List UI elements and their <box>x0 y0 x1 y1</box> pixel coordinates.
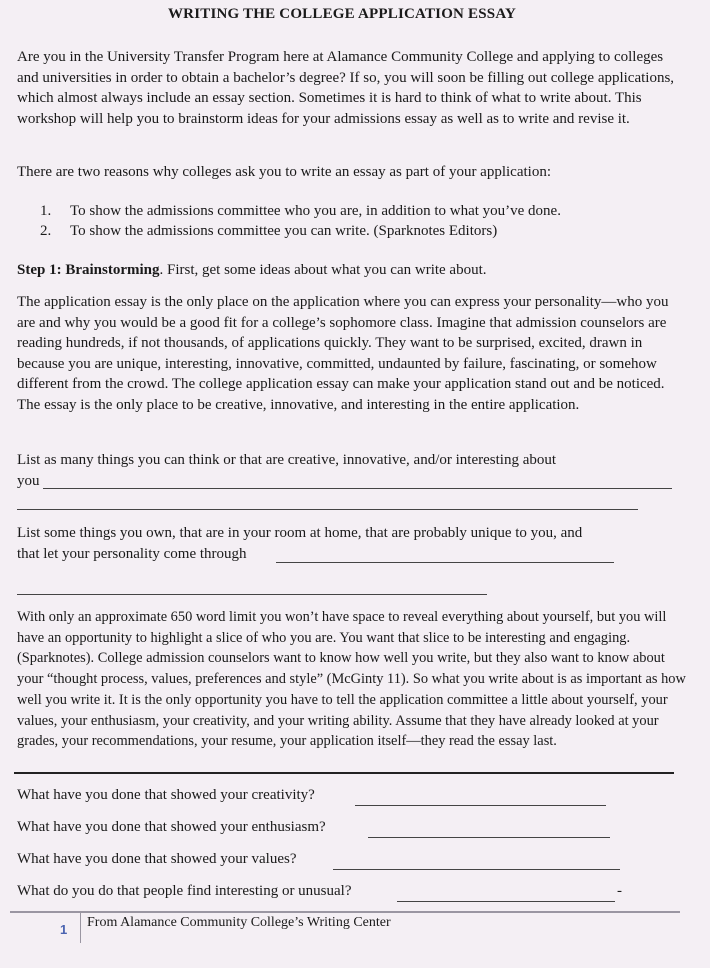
application-paragraph: The application essay is the only place on the application where you can express your personality—who you are and why you would be a good fit for a college’s sophomore class. Imagine that admission counselors are reading hundreds, if not thousands, of applications quickly. They want to be surprised, excited, drawn in because you are unique, interesting, innovative, committed, undaunted by failure, fascinating, or somehow different from the crowd. The college application essay can make your application stand out and be noticed. The essay is the only place to be creative, innovative, and interesting in the entire application. <box>17 294 669 413</box>
question-suffix: - <box>617 883 622 899</box>
question-enthusiasm: What have you done that showed your enthusiasm? <box>17 819 326 835</box>
answer-line[interactable] <box>17 594 487 595</box>
prompt-unique-items-2: that let your personality come through <box>17 546 247 562</box>
page-title: WRITING THE COLLEGE APPLICATION ESSAY <box>167 6 517 22</box>
question-creativity: What have you done that showed your creativity? <box>17 787 315 803</box>
list-number: 2. <box>40 222 52 239</box>
answer-line[interactable] <box>43 488 672 489</box>
footer-divider <box>10 911 680 913</box>
answer-line[interactable] <box>17 509 638 510</box>
list-text: To show the admissions committee you can write. (Sparknotes Editors) <box>70 222 498 239</box>
question-values: What have you done that showed your values? <box>17 851 297 867</box>
question-interesting: What do you do that people find interesting or unusual? <box>17 883 352 899</box>
prompt-unique-items-1: List some things you own, that are in your room at home, that are probably unique to you, and <box>17 525 583 541</box>
reasons-lead: There are two reasons why colleges ask you to write an essay as part of your application: <box>17 164 551 180</box>
step1-label: Step 1: Brainstorming <box>17 262 160 278</box>
prompt-you-text: you <box>17 473 40 489</box>
answer-line[interactable] <box>333 869 620 870</box>
page-number: 1 <box>60 922 68 937</box>
answer-line[interactable] <box>368 837 610 838</box>
prompt-creative-list: List as many things you can think or that are creative, innovative, and/or interesting about <box>17 452 557 468</box>
step1-line <box>17 260 687 281</box>
word-limit-paragraph: With only an approximate 650 word limit you won’t have space to reveal everything about yourself, but you will have an opportunity to highlight a slice of who you are. You want that slice to be interesting and engaging. (Sparknotes). College admission counselors want to know how well you write, but they also want to know about your “thought process, values, preferences and style” (McGinty 11). So what you write about is as important as how well you write it. It is the only opportunity you have to tell the application committee a little about yourself, your values, your enthusiasm, your creativity, and your writing ability. Assume that they have already looked at your grades, your recommendations, your resume, your application itself—they read the essay last. <box>17 609 686 750</box>
list-item <box>40 222 561 242</box>
footer-text: From Alamance Community College’s Writing Center <box>87 915 391 930</box>
reasons-list <box>40 202 561 241</box>
answer-line[interactable] <box>397 901 615 902</box>
intro-paragraph: Are you in the University Transfer Program here at Alamance Community College and applying to colleges and universities in order to obtain a bachelor’s degree? If so, you will soon be filling out college applications, which almost always include an essay section. Sometimes it is hard to think of what to write about. This workshop will help you to brainstorm ideas for your admissions essay as well as to write and revise it. <box>17 49 675 127</box>
answer-line[interactable] <box>355 805 606 806</box>
prompt-you-line <box>17 471 40 492</box>
step1-text: . First, get some ideas about what you can write about. <box>159 262 487 278</box>
footer-separator <box>80 913 81 943</box>
list-item <box>40 202 561 222</box>
list-text: To show the admissions committee who you are, in addition to what you’ve done. <box>70 203 561 219</box>
answer-line[interactable] <box>276 562 614 563</box>
list-number: 1. <box>40 203 52 219</box>
section-divider <box>14 772 674 774</box>
